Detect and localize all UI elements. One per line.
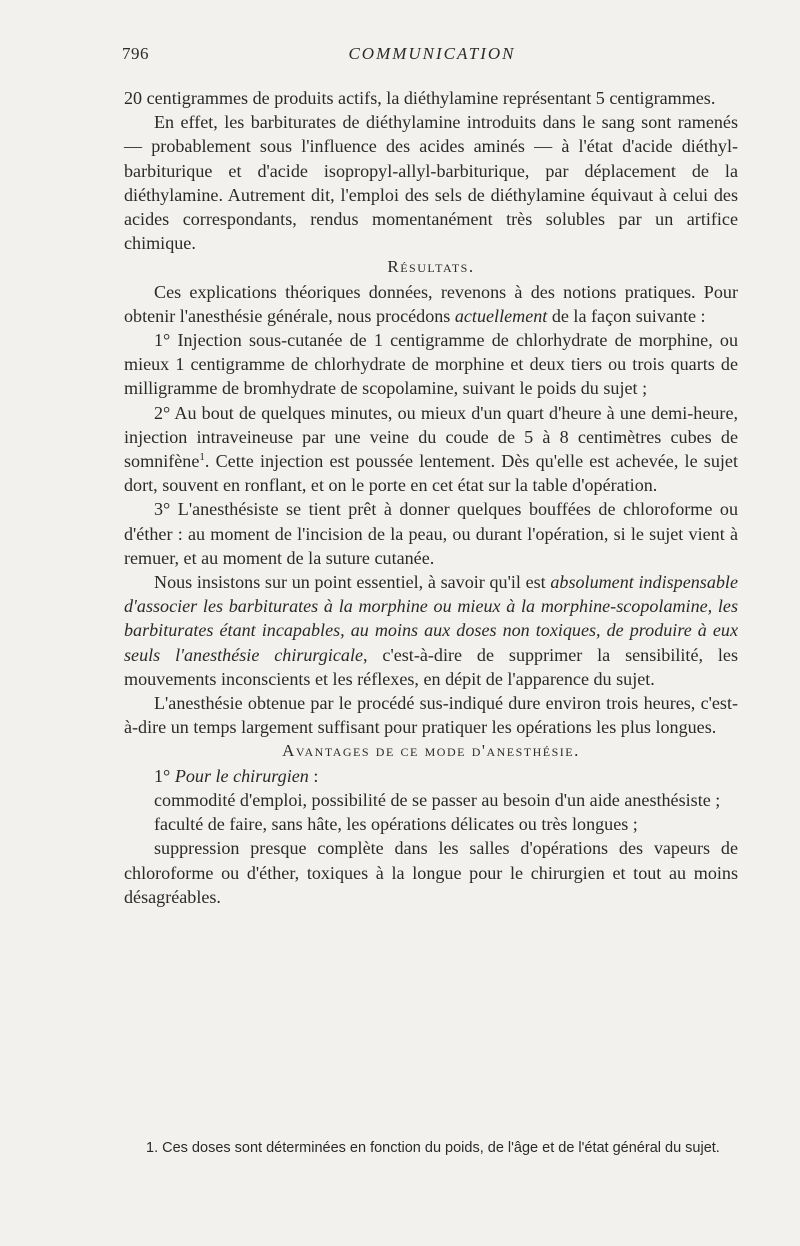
paragraph: Nous insistons sur un point essentiel, à savoir qu'il est absolument indispensable d'associer les barbiturates à la morphine ou mieux à la morphine-scopolamine, les barbiturates étant incapables, au moins aux doses non toxiques, de produire à eux seuls l'anesthésie chirurgicale, c'est-à-dire de supprimer la sensibilité, les mouvements inconscients et les réflexes, en dépit de l'apparence du sujet. — [124, 572, 738, 689]
paragraph: L'anesthésie obtenue par le procédé sus-indiqué dure environ trois heures, c'est-à-dire un temps largement suffisant pour pratiquer les opérations les plus longues. — [124, 693, 738, 738]
paragraph: Ces explications théoriques données, revenons à des notions pratiques. Pour obtenir l'anesthésie générale, nous procédons actuellement de la façon suivante : — [124, 281, 738, 326]
section-heading-advantages: Avantages de ce mode d'anesthésie. — [282, 741, 580, 761]
paragraph: commodité d'emploi, possibilité de se passer au besoin d'un aide anesthésiste ; — [154, 789, 721, 810]
paragraph: suppression presque complète dans les salles d'opérations des vapeurs de chloroforme ou d'éther, toxiques à la longue pour le chirurgien et tout au moins désagréables. — [124, 838, 738, 907]
body-text — [124, 86, 738, 909]
paragraph: 1° Pour le chirurgien : — [154, 765, 319, 786]
paragraph: 1° Injection sous-cutanée de 1 centigramme de chlorhydrate de morphine, ou mieux 1 centigramme de chlorhydrate de morphine et deux tiers ou trois quarts de milligramme de bromhydrate de scopolamine, suivant le poids du sujet ; — [124, 330, 738, 399]
footnote: 1. Ces doses sont déterminées en fonction du poids, de l'âge et de l'état général du sujet. — [146, 1140, 720, 1156]
emphasis: Pour le chirurgien — [174, 765, 309, 786]
paragraph: En effet, les barbiturates de diéthylamine introduits dans le sang sont ramenés — probablement sous l'influence des acides aminés — à l'état d'acide diéthyl-barbiturique et d'acide isopropyl-allyl-barbiturique, par déplacement de la diéthylamine. Autrement dit, l'emploi des sels de diéthylamine équivaut à celui des acides correspondants, rendus momentanément très solubles par un artifice chimique. — [124, 112, 738, 254]
paragraph: 20 centigrammes de produits actifs, la diéthylamine représentant 5 centigrammes. — [124, 88, 716, 108]
paragraph: faculté de faire, sans hâte, les opérations délicates ou très longues ; — [154, 814, 638, 835]
paragraph: 3° L'anesthésiste se tient prêt à donner quelques bouffées de chloroforme ou d'éther : au moment de l'incision de la peau, ou durant l'opération, si le sujet vient à remuer, et au moment de la suture cutanée. — [124, 499, 738, 568]
running-title: COMMUNICATION — [348, 44, 516, 63]
footnote-marker: 1 — [199, 451, 205, 464]
emphasis: actuellement — [454, 305, 548, 326]
paragraph: 2° Au bout de quelques minutes, ou mieux d'un quart d'heure à une demi-heure, injection intraveineuse par une veine du coude de 5 à 8 centimètres cubes de somnifène$^1$. Cette injection est poussée lentement. Dès qu'elle est achevée, le sujet dort, souvent en ronflant, et on le porte en cet état sur la table d'opération. — [124, 402, 738, 496]
page-number: 796 — [122, 44, 149, 63]
section-heading-results: Résultats. — [387, 257, 475, 277]
emphasis: absolument indispensable d'associer les barbiturates à la morphine ou mieux à la morphine-scopolamine, les barbiturates étant incapables, au moins aux doses non toxiques, de produire à eux seuls l'anesthésie chirurgicale — [124, 572, 738, 665]
page-header — [122, 44, 742, 68]
